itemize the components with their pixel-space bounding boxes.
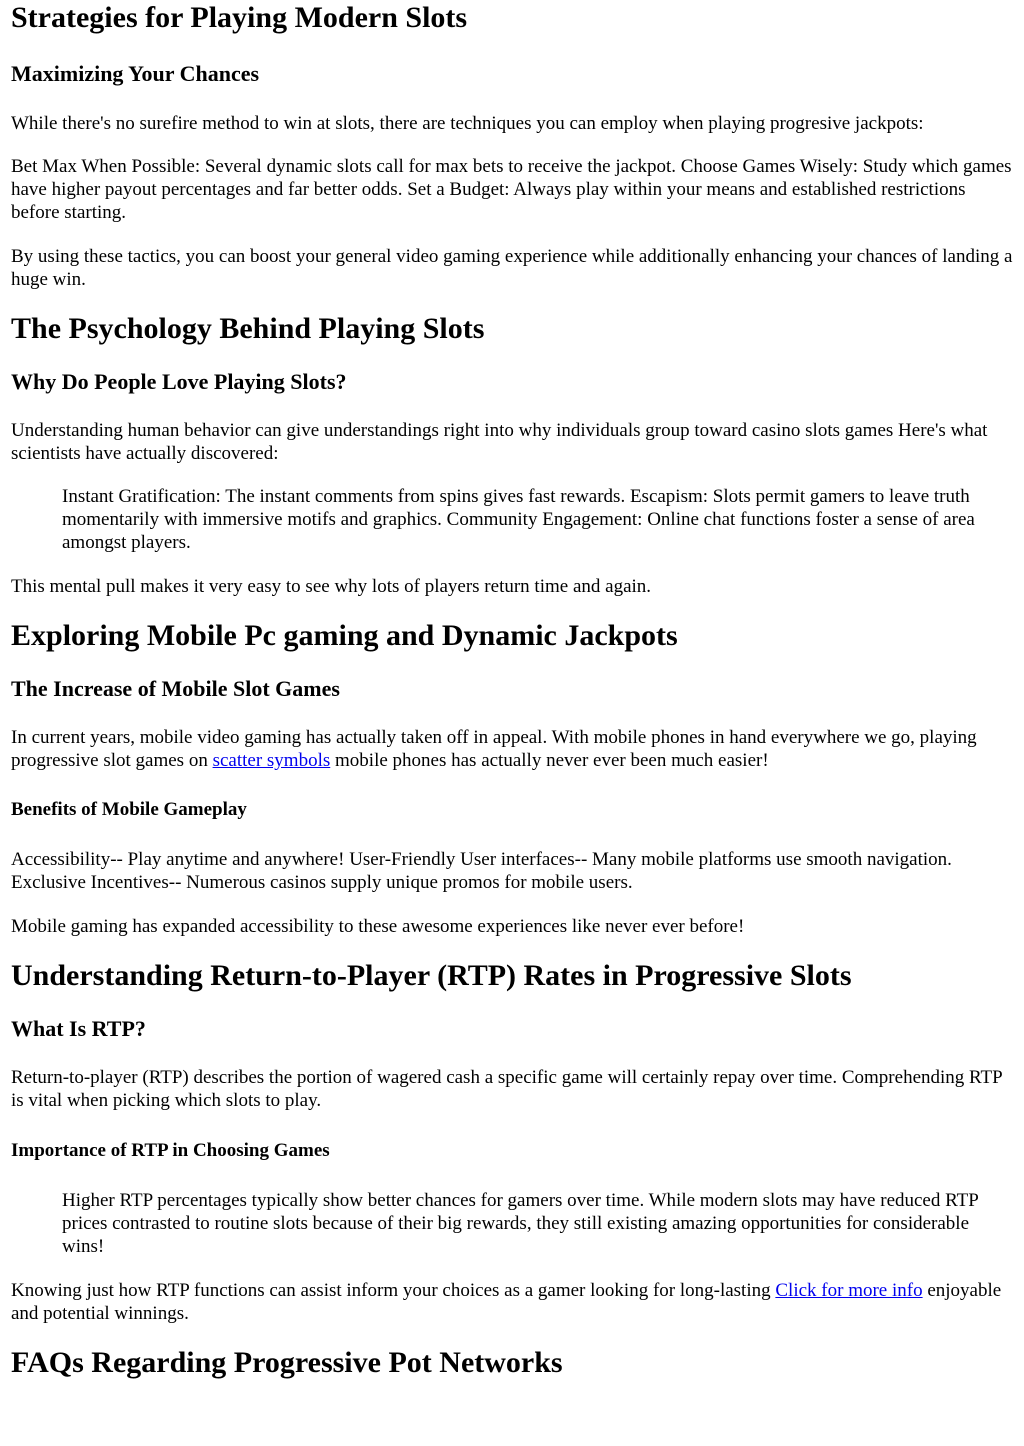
paragraph-text: mobile phones has actually never ever been much easier! [330,750,769,771]
paragraph [11,726,1013,772]
paragraph-text: enjoyable and potential winnings. [11,1280,1002,1324]
scatter-symbols-link[interactable]: scatter symbols [212,750,331,771]
paragraph: Mobile gaming has expanded accessibility to these awesome experiences like never ever before! [11,916,745,937]
minor-heading-mobile-benefits: Benefits of Mobile Gameplay [11,799,247,820]
subheading-why-love-slots: Why Do People Love Playing Slots? [11,369,347,394]
paragraph: Return-to-player (RTP) describes the portion of wagered cash a specific game will certainly repay over time. Comprehending RTP is vital when picking which slots to play. [11,1067,1003,1111]
section-heading-mobile-gaming: Exploring Mobile Pc gaming and Dynamic Jackpots [11,619,678,652]
paragraph: This mental pull makes it very easy to see why lots of players return time and again. [11,576,652,597]
minor-heading-rtp-importance: Importance of RTP in Choosing Games [11,1140,330,1161]
section-heading-faqs: FAQs Regarding Progressive Pot Networks [11,1346,563,1379]
paragraph: Understanding human behavior can give understandings right into why individuals group toward casino slots games Here's what scientists have actually discovered: [11,420,988,464]
section-heading-strategies: Strategies for Playing Modern Slots [11,1,468,34]
paragraph: While there's no surefire method to win at slots, there are techniques you can employ when playing progresive jackpots: [11,113,924,134]
subheading-maximizing-chances: Maximizing Your Chances [11,61,260,86]
paragraph: Bet Max When Possible: Several dynamic slots call for max bets to receive the jackpot. Choose Games Wisely: Study which games have higher payout percentages and far better odds. Set a Budget: Always play within your means and established restrictions before starting. [11,156,1012,223]
subheading-what-is-rtp: What Is RTP? [11,1016,146,1041]
section-heading-psychology: The Psychology Behind Playing Slots [11,312,485,345]
more-info-link[interactable]: Click for more info [775,1280,923,1301]
section-heading-rtp: Understanding Return-to-Player (RTP) Rates in Progressive Slots [11,959,852,992]
paragraph-text: Knowing just how RTP functions can assist inform your choices as a gamer looking for long-lasting [11,1280,776,1301]
paragraph: By using these tactics, you can boost your general video gaming experience while additionally enhancing your chances of landing a huge win. [11,246,1013,290]
blockquote: Higher RTP percentages typically show better chances for gamers over time. While modern slots may have reduced RTP prices contrasted to routine slots because of their big rewards, they still existing amazing opportunities for considerable wins! [62,1190,979,1257]
paragraph-text: In current years, mobile video gaming has actually taken off in appeal. With mobile phones in hand everywhere we go, playing progressive slot games on [11,727,977,771]
paragraph: Accessibility-- Play anytime and anywhere! User-Friendly User interfaces-- Many mobile platforms use smooth navigation. Exclusive Incentives-- Numerous casinos supply unique promos for mobile users. [11,849,952,893]
blockquote: Instant Gratification: The instant comments from spins gives fast rewards. Escapism: Slots permit gamers to leave truth momentarily with immersive motifs and graphics. Community Engagement: Online chat functions foster a sense of area amongst players. [62,486,975,553]
subheading-mobile-slot-games: The Increase of Mobile Slot Games [11,676,340,701]
paragraph [11,1279,1013,1325]
